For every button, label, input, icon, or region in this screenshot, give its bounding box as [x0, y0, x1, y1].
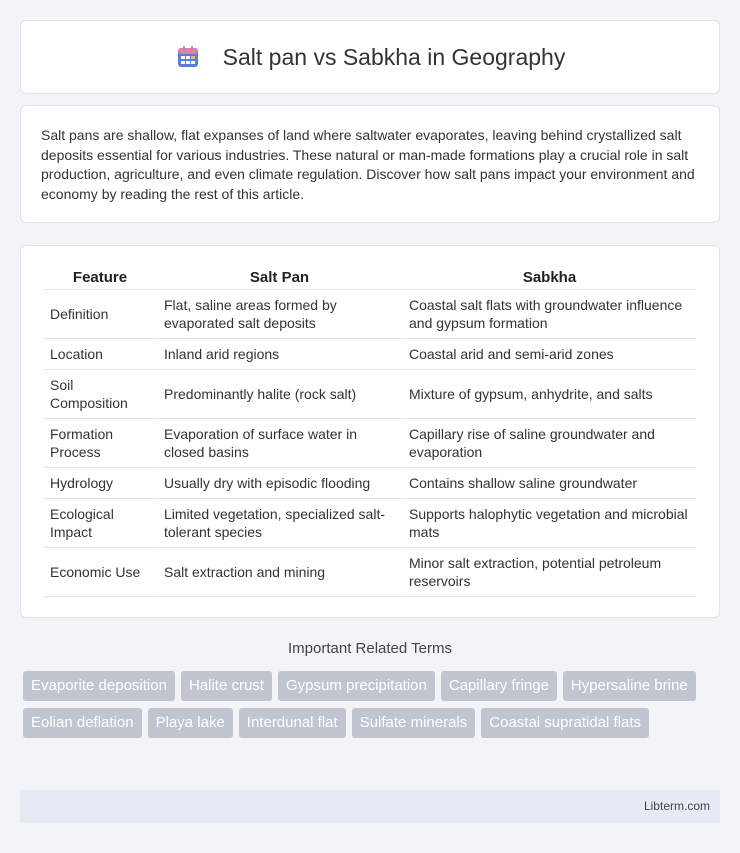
table-cell-sabkha: Coastal salt flats with groundwater influence and gypsum formation [403, 290, 696, 339]
table-cell-sabkha: Coastal arid and semi-arid zones [403, 339, 696, 370]
table-row [44, 499, 696, 548]
table-cell-sabkha: Mixture of gypsum, anhydrite, and salts [403, 370, 696, 419]
table-cell-salt-pan: Predominantly halite (rock salt) [158, 370, 401, 419]
footer-site-link[interactable]: Libterm.com [643, 799, 710, 813]
table-cell-salt-pan: Usually dry with episodic flooding [158, 468, 401, 499]
table-cell-feature: Definition [44, 290, 156, 339]
table-cell-feature: Formation Process [44, 419, 156, 468]
related-term-tag[interactable]: Coastal supratidal flats [481, 708, 649, 738]
table-cell-salt-pan: Evaporation of surface water in closed basins [158, 419, 401, 468]
related-term-tag[interactable]: Halite crust [181, 671, 272, 701]
table-row [44, 548, 696, 597]
column-header-sabkha: Sabkha [403, 266, 696, 290]
title-card [20, 20, 720, 94]
footer [20, 790, 720, 823]
table-header-row [44, 266, 696, 290]
related-term-tag[interactable]: Eolian deflation [23, 708, 142, 738]
table-cell-sabkha: Supports halophytic vegetation and microbial mats [403, 499, 696, 548]
table-cell-feature: Location [44, 339, 156, 370]
related-term-tag[interactable]: Capillary fringe [441, 671, 557, 701]
table-row [44, 339, 696, 370]
table-cell-salt-pan: Limited vegetation, specialized salt-tolerant species [158, 499, 401, 548]
table-row [44, 370, 696, 419]
calendar-icon [175, 44, 201, 70]
comparison-table-card [20, 245, 720, 618]
related-term-tag[interactable]: Interdunal flat [239, 708, 346, 738]
related-term-tag[interactable]: Hypersaline brine [563, 671, 696, 701]
related-term-tag[interactable]: Gypsum precipitation [278, 671, 435, 701]
table-cell-sabkha: Contains shallow saline groundwater [403, 468, 696, 499]
related-term-tag[interactable]: Sulfate minerals [352, 708, 476, 738]
related-term-tag[interactable]: Evaporite deposition [23, 671, 175, 701]
related-terms-heading: Important Related Terms [288, 640, 452, 657]
table-cell-salt-pan: Flat, saline areas formed by evaporated salt deposits [158, 290, 401, 339]
intro-card [20, 105, 720, 223]
table-row [44, 468, 696, 499]
column-header-feature: Feature [44, 266, 156, 290]
table-cell-salt-pan: Salt extraction and mining [158, 548, 401, 597]
column-header-salt-pan: Salt Pan [158, 266, 401, 290]
table-cell-salt-pan: Inland arid regions [158, 339, 401, 370]
related-terms-list [23, 671, 723, 738]
table-cell-feature: Soil Composition [44, 370, 156, 419]
table-cell-sabkha: Capillary rise of saline groundwater and evaporation [403, 419, 696, 468]
page-title: Salt pan vs Sabkha in Geography [222, 43, 566, 70]
table-cell-sabkha: Minor salt extraction, potential petroleum reservoirs [403, 548, 696, 597]
table-row [44, 419, 696, 468]
comparison-table [42, 266, 698, 597]
table-row [44, 290, 696, 339]
intro-text: Salt pans are shallow, flat expanses of land where saltwater evaporates, leaving behind crystallized salt deposits essential for various industries. These natural or man-made formations play a crucial role in salt production, agriculture, and even climate regulation. Discover how salt pans impact your environment and economy by reading the rest of this article. [41, 127, 695, 202]
related-term-tag[interactable]: Playa lake [148, 708, 233, 738]
table-cell-feature: Economic Use [44, 548, 156, 597]
table-cell-feature: Ecological Impact [44, 499, 156, 548]
table-cell-feature: Hydrology [44, 468, 156, 499]
